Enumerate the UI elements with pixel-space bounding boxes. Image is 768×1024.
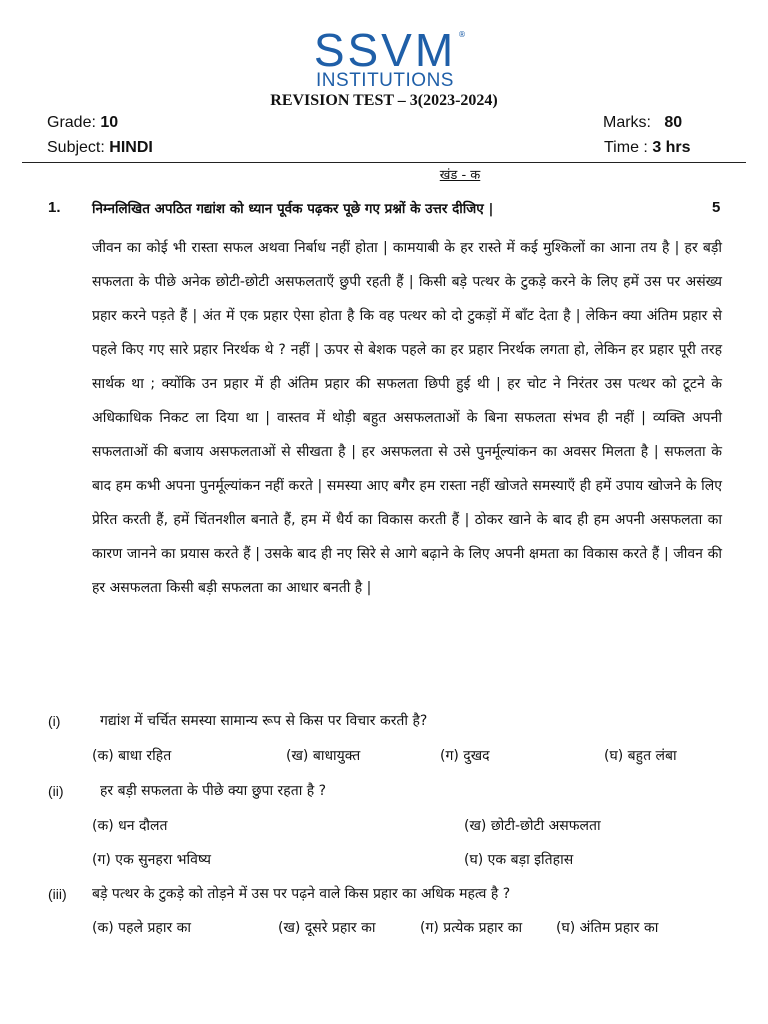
option-gha: (घ) बहुत लंबा xyxy=(604,748,677,764)
option-ka: (क) बाधा रहित xyxy=(92,748,172,764)
subq-text: गद्यांश में चर्चित समस्या सामान्य रूप से किस पर विचार करती है? xyxy=(100,713,428,729)
time-label: Time : xyxy=(604,139,648,156)
option-ga: (ग) दुखद xyxy=(440,748,490,764)
option-ga: (ग) एक सुनहरा भविष्य xyxy=(92,852,212,868)
marks-value: 80 xyxy=(664,114,683,131)
section-heading: खंड - क xyxy=(439,168,481,183)
subject-value: HINDI xyxy=(109,139,153,156)
test-title: REVISION TEST – 3(2023-2024) xyxy=(270,92,498,109)
logo-wordmark: SSVM xyxy=(313,24,457,76)
subject-label: Subject: xyxy=(47,139,105,156)
grade-value: 10 xyxy=(100,114,119,131)
grade-label: Grade: xyxy=(47,114,96,131)
question-instruction: निम्नलिखित अपठित गद्यांश को ध्यान पूर्वक पढ़कर पूछे गए प्रश्नों के उत्तर दीजिए | xyxy=(92,201,494,217)
registered-mark: ® xyxy=(458,30,466,39)
logo-subtitle: INSTITUTIONS xyxy=(316,70,454,91)
header-divider xyxy=(22,162,746,163)
subq-number: (i) xyxy=(48,713,61,729)
marks-info xyxy=(603,114,682,132)
time-value: 3 hrs xyxy=(652,139,691,156)
ssvm-logo xyxy=(300,24,470,92)
subject-info xyxy=(47,139,153,157)
option-ga: (ग) प्रत्येक प्रहार का xyxy=(420,920,523,936)
subq-number: (ii) xyxy=(48,783,64,799)
subq-text: हर बड़ी सफलता के पीछे क्या छुपा रहता है ? xyxy=(100,783,327,799)
option-gha: (घ) एक बड़ा इतिहास xyxy=(464,852,574,868)
grade-info xyxy=(47,114,118,132)
option-kha: (ख) बाधायुक्त xyxy=(286,748,361,764)
option-kha: (ख) छोटी-छोटी असफलता xyxy=(464,818,601,834)
option-gha: (घ) अंतिम प्रहार का xyxy=(556,920,659,936)
time-info xyxy=(604,139,691,157)
question-number: 1. xyxy=(48,199,61,216)
subq-text: बड़े पत्थर के टुकड़े को तोड़ने में उस पर पढ़ने वाले किस प्रहार का अधिक महत्व है ? xyxy=(92,886,511,902)
passage-text: जीवन का कोई भी रास्ता सफल अथवा निर्बाध नहीं होता | कामयाबी के हर रास्ते में कई मुश्किलों का आना तय है | हर बड़ी सफलता के पीछे अनेक छोटी-छोटी असफलताएँ छुपी रहती हैं | किसी बड़े पत्थर के टुकड़े करने के लिए हमें उस पर असंख्य प्रहार करने पड़ते हैं | अंत में एक प्रहार ऐसा होता है कि वह पत्थर को दो टुकड़ों में बाँट देता है | लेकिन क्या अंतिम प्रहार से पहले किए गए सारे प्रहार निरर्थक थे ? नहीं | ऊपर से बेशक पहले का हर प्रहार निरर्थक लगता हो, लेकिन हर प्रहार पूरी तरह सार्थक था ; क्योंकि उन प्रहार में ही अंतिम प्रहार की सफलता छिपी हुई थी | हर चोट ने निरंतर उस पत्थर को टूटने के अधिकाधिक निकट ला दिया था | वास्तव में थोड़ी बहुत असफलताओं के बिना सफलता संभव ही नहीं | व्यक्ति अपनी सफलताओं की बजाय असफलताओं से सीखता है | हर असफलता से उसे पुनर्मूल्यांकन का अवसर मिलता है | सफलता के बाद हम कभी अपना पुनर्मूल्यांकन नहीं करते | समस्या आए बगैर हम रास्ता नहीं खोजते समस्याएँ ही हमें उपाय खोजने के लिए प्रेरित करती हैं, हमें चिंतनशील बनाते हैं, हम में धैर्य का विकास करती हैं | ठोकर खाने के बाद ही हम अपनी असफलता का कारण जानने का प्रयास करते हैं | उसके बाद ही नए सिरे से आगे बढ़ाने के लिए अपनी क्षमता का विकास करते हैं | जीवन की हर असफलता किसी बड़ी सफलता का आधार बनती है | xyxy=(92,240,722,596)
question-marks: 5 xyxy=(712,199,721,216)
option-ka: (क) पहले प्रहार का xyxy=(92,920,192,936)
option-ka: (क) धन दौलत xyxy=(92,818,168,834)
marks-label: Marks: xyxy=(603,114,651,131)
subq-number: (iii) xyxy=(48,886,67,902)
option-kha: (ख) दूसरे प्रहार का xyxy=(278,920,376,936)
